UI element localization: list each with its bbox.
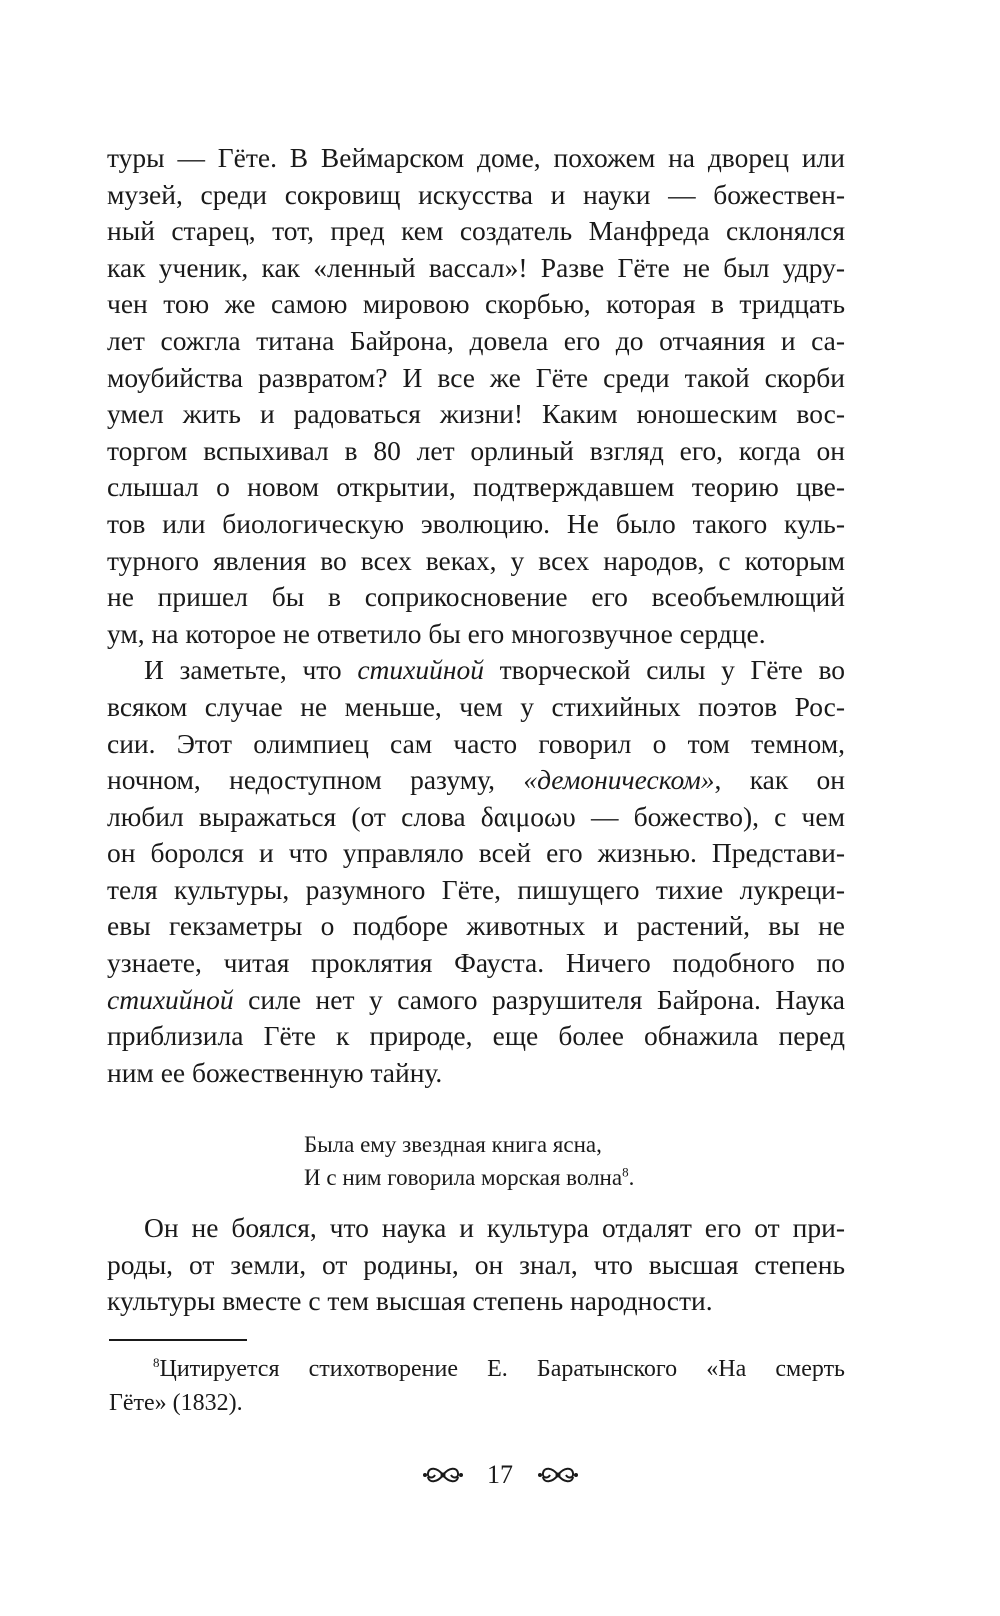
- text-line: Он не боялся, что наука и культура отдалят его от при-: [144, 1212, 845, 1243]
- text-run: ночном, недоступном разуму,: [107, 764, 524, 796]
- text-line: культуры вместе с тем высшая степень народности.: [107, 1285, 713, 1317]
- fleuron-icon: [538, 1461, 578, 1489]
- text-line: как ученик, как «ленный вассал»! Разве Гёте не был удру-: [107, 251, 845, 283]
- text-line: ум, на которое не ответило бы его многозвучное сердце.: [107, 617, 766, 649]
- text-line: моубийства развратом? И все же Гёте среди такой скорби: [107, 361, 845, 393]
- text-run: , как он: [714, 764, 845, 796]
- text-line: приблизила Гёте к природе, еще более обнажила перед: [107, 1020, 845, 1052]
- text-line: ним ее божественную тайну.: [107, 1056, 443, 1088]
- text-line: сии. Этот олимпиец сам часто говорил о том темном,: [107, 727, 845, 759]
- footnote-reference: 8: [622, 1164, 629, 1180]
- text-line: тов или биологическую эволюцию. Не было такого куль-: [107, 507, 845, 539]
- text-line: ный старец, тот, пред кем создатель Манфреда склонялся: [107, 215, 845, 247]
- footnote-divider: [109, 1339, 247, 1341]
- text-line: не пришел бы в соприкосновение его всеобъемлющий: [107, 581, 845, 613]
- footnote-text: Цитируется стихотворение Е. Баратынского «На смерть: [159, 1356, 845, 1382]
- text-line: турного явления во всех веках, у всех народов, с которым: [107, 544, 845, 576]
- page-number: 17: [487, 1460, 513, 1490]
- italic-text: стихийной: [357, 654, 485, 686]
- text-run: силе нет у самого разрушителя Байрона. Наука: [233, 983, 845, 1015]
- text-line: [107, 762, 845, 799]
- poem-line: Была ему звездная книга ясна,: [304, 1132, 602, 1157]
- text-line: [107, 652, 845, 689]
- footnote-line: [109, 1352, 845, 1386]
- text-line: всяком случае не меньше, чем у стихийных поэтов Рос-: [107, 690, 845, 722]
- main-text: [107, 140, 845, 1091]
- text-line: роды, от земли, от родины, он знал, что высшая степень: [107, 1248, 845, 1280]
- text-line: торгом вспыхивал в 80 лет орлиный взгляд его, когда он: [107, 434, 845, 466]
- poem-quote: [304, 1128, 634, 1194]
- footnote: [109, 1352, 845, 1420]
- poem-line-end: .: [628, 1165, 635, 1190]
- page-footer: [0, 1458, 1000, 1490]
- footnote-mark: 8: [153, 1355, 160, 1370]
- fleuron-icon: [423, 1461, 463, 1489]
- text-line: теля культуры, разумного Гёте, пишущего тихие лукреци-: [107, 873, 845, 905]
- text-line: музей, среди сокровищ искусства и науки — божествен-: [107, 178, 845, 210]
- text-line: любил выражаться (от слова δαιμοωυ — божество), с чем: [107, 800, 845, 832]
- paragraph-1: [107, 140, 845, 652]
- text-run: И заметьте, что: [144, 654, 358, 686]
- poem-line-text: И с ним говорила морская волна: [304, 1165, 623, 1190]
- text-line: [107, 982, 845, 1019]
- paragraph-3-body: [107, 1210, 845, 1320]
- text-run: творческой силы у Гёте во: [484, 654, 846, 686]
- text-line: умел жить и радоваться жизни! Каким юношеским вос-: [107, 398, 845, 430]
- text-line: лет сожгла титана Байрона, довела его до отчаяния и са-: [107, 324, 845, 356]
- footnote-line: Гёте» (1832).: [109, 1390, 243, 1416]
- text-line: он боролся и что управляло всей его жизнью. Представи-: [107, 837, 845, 869]
- paragraph-2: [107, 652, 845, 1091]
- text-line: евы гекзаметры о подборе животных и растений, вы не: [107, 910, 845, 942]
- text-line: слышал о новом открытии, подтверждавшем теорию цве-: [107, 471, 845, 503]
- italic-text: «демоническом»: [523, 764, 715, 796]
- italic-text: стихийной: [107, 983, 234, 1015]
- text-line: узнаете, читая проклятия Фауста. Ничего подобного по: [107, 947, 845, 979]
- paragraph-3: [107, 1210, 845, 1320]
- text-line: туры — Гёте. В Веймарском доме, похожем на дворец или: [107, 142, 845, 173]
- text-line: чен тою же самою мировою скорбью, которая в тридцать: [107, 288, 845, 320]
- poem-line: [304, 1161, 634, 1194]
